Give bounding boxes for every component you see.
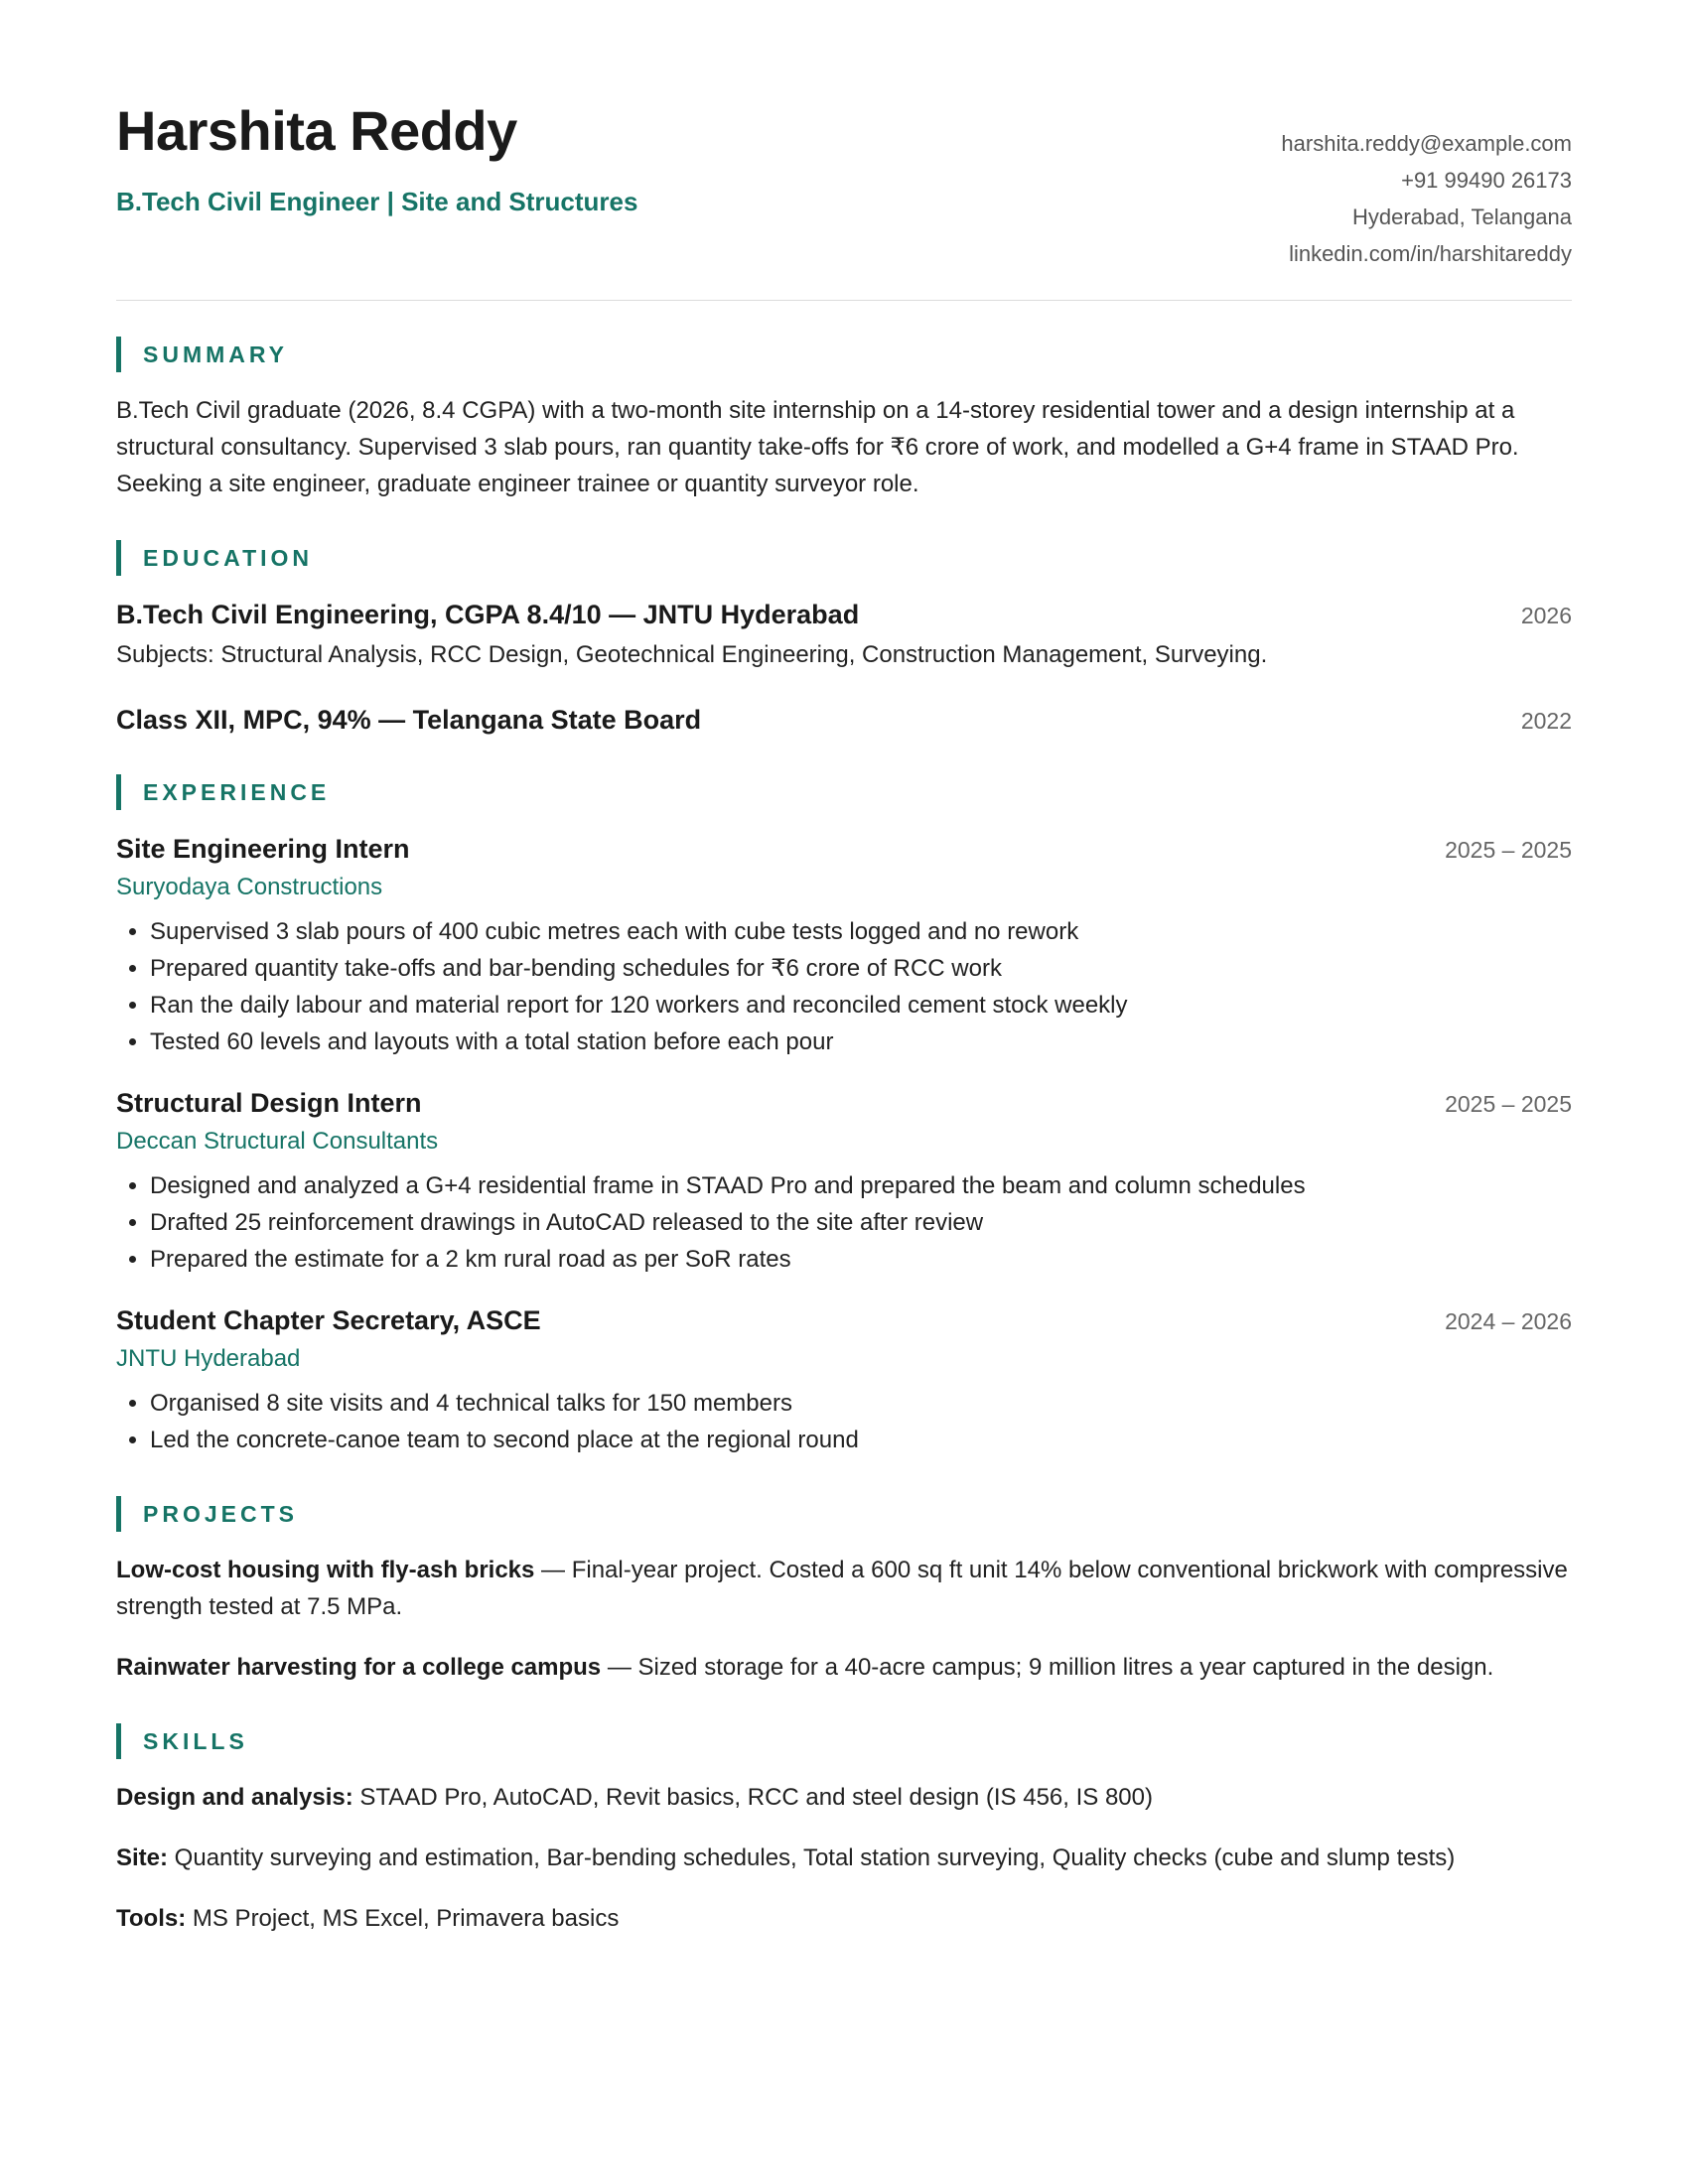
entry-organization: Suryodaya Constructions	[116, 874, 383, 900]
entry-organization: Deccan Structural Consultants	[116, 1128, 439, 1155]
entry-organization: JNTU Hyderabad	[116, 1345, 301, 1372]
project-name: Rainwater harvesting for a college campus	[116, 1654, 602, 1681]
entry-title: Class XII, MPC, 94% — Telangana State Board	[116, 705, 702, 735]
project-item	[116, 1649, 1572, 1686]
candidate-headline: B.Tech Civil Engineer | Site and Structures	[116, 187, 638, 216]
identity-block	[116, 95, 637, 218]
entry-header	[116, 830, 1572, 868]
entry-detail: Subjects: Structural Analysis, RCC Design, Geotechnical Engineering, Construction Management, Surveying.	[116, 641, 1268, 668]
contact-phone: +91 99490 26173	[1401, 168, 1572, 193]
section-heading-education	[116, 540, 1572, 576]
bullet-item: • Designed and analyzed a G+4 residential frame in STAAD Pro and prepared the beam and column schedules	[150, 1167, 1572, 1204]
project-description: — Final-year project. Costed a 600 sq ft unit 14% below conventional brickwork with compressive strength tested at 7.5 MPa.	[116, 1557, 1568, 1620]
section-accent-bar	[116, 1723, 121, 1759]
entry-date: 2025 – 2025	[1445, 1091, 1572, 1117]
experience-entry	[116, 1084, 1572, 1278]
entry-title: Student Chapter Secretary, ASCE	[116, 1305, 541, 1335]
contact-location: Hyderabad, Telangana	[1352, 205, 1572, 229]
entry-date: 2025 – 2025	[1445, 837, 1572, 863]
section-accent-bar	[116, 1496, 121, 1532]
entry-date: 2022	[1520, 708, 1572, 734]
section-heading-projects	[116, 1496, 1572, 1532]
project-item	[116, 1552, 1572, 1625]
skill-values: STAAD Pro, AutoCAD, Revit basics, RCC and steel design (IS 456, IS 800)	[352, 1784, 1153, 1811]
candidate-name: Harshita Reddy	[116, 99, 517, 162]
experience-entry	[116, 1301, 1572, 1458]
contact-email[interactable]: harshita.reddy@example.com	[1281, 131, 1572, 156]
bullet-item: • Ran the daily labour and material report for 120 workers and reconciled cement stock weekly	[150, 987, 1572, 1024]
bullet-item: • Led the concrete-canoe team to second place at the regional round	[150, 1422, 1572, 1458]
summary-text: B.Tech Civil graduate (2026, 8.4 CGPA) with a two-month site internship on a 14-storey residential tower and a design internship at a structural consultancy. Supervised 3 slab pours, ran quantity take-offs for ₹6 crore of work, and modelled a G+4 frame in STAAD Pro. Seeking a site engineer, graduate engineer trainee or quantity surveyor role.	[116, 397, 1519, 497]
section-accent-bar	[116, 540, 121, 576]
skill-label: Design and analysis:	[116, 1784, 353, 1811]
project-name: Low-cost housing with fly-ash bricks	[116, 1557, 535, 1583]
entry-date: 2026	[1520, 603, 1572, 628]
skill-group	[116, 1900, 1572, 1937]
entry-header	[116, 1301, 1572, 1339]
bullet-item: • Tested 60 levels and layouts with a total station before each pour	[150, 1024, 1572, 1060]
section-label: SUMMARY	[143, 341, 288, 367]
skill-values: MS Project, MS Excel, Primavera basics	[186, 1905, 620, 1932]
contact-block	[1281, 125, 1572, 272]
bullet-item: • Prepared the estimate for a 2 km rural road as per SoR rates	[150, 1241, 1572, 1278]
entry-header	[116, 1084, 1572, 1122]
entry-title: B.Tech Civil Engineering, CGPA 8.4/10 — JNTU Hyderabad	[116, 600, 860, 629]
entry-header	[116, 701, 1572, 739]
entry-title: Site Engineering Intern	[116, 834, 410, 864]
section-label: EXPERIENCE	[143, 778, 331, 805]
section-accent-bar	[116, 774, 121, 810]
education-entry	[116, 701, 1572, 739]
section-label: PROJECTS	[143, 1500, 298, 1527]
header-divider	[116, 300, 1572, 301]
skill-label: Tools:	[116, 1905, 187, 1932]
bullet-list	[116, 1167, 1572, 1278]
section-label: EDUCATION	[143, 544, 314, 571]
entry-date: 2024 – 2026	[1445, 1308, 1572, 1334]
section-accent-bar	[116, 337, 121, 372]
entry-title: Structural Design Intern	[116, 1088, 422, 1118]
entry-header	[116, 596, 1572, 633]
section-heading-experience	[116, 774, 1572, 810]
skill-group	[116, 1840, 1572, 1876]
skill-values: Quantity surveying and estimation, Bar-bending schedules, Total station surveying, Quality checks (cube and slump tests)	[168, 1844, 1456, 1871]
skill-label: Site:	[116, 1844, 169, 1871]
bullet-item: • Supervised 3 slab pours of 400 cubic metres each with cube tests logged and no rework	[150, 913, 1572, 950]
project-description: — Sized storage for a 40-acre campus; 9 million litres a year captured in the design.	[601, 1654, 1494, 1681]
resume-header	[116, 95, 1572, 272]
contact-linkedin[interactable]: linkedin.com/in/harshitareddy	[1289, 241, 1572, 266]
section-label: SKILLS	[143, 1727, 248, 1754]
bullet-list	[116, 913, 1572, 1060]
bullet-item: • Drafted 25 reinforcement drawings in AutoCAD released to the site after review	[150, 1204, 1572, 1241]
bullet-list	[116, 1385, 1572, 1458]
bullet-item: • Prepared quantity take-offs and bar-bending schedules for ₹6 crore of RCC work	[150, 950, 1572, 987]
section-heading-skills	[116, 1723, 1572, 1759]
experience-entry	[116, 830, 1572, 1060]
education-entry	[116, 596, 1572, 673]
section-heading-summary	[116, 337, 1572, 372]
bullet-item: • Organised 8 site visits and 4 technical talks for 150 members	[150, 1385, 1572, 1422]
skill-group	[116, 1779, 1572, 1816]
